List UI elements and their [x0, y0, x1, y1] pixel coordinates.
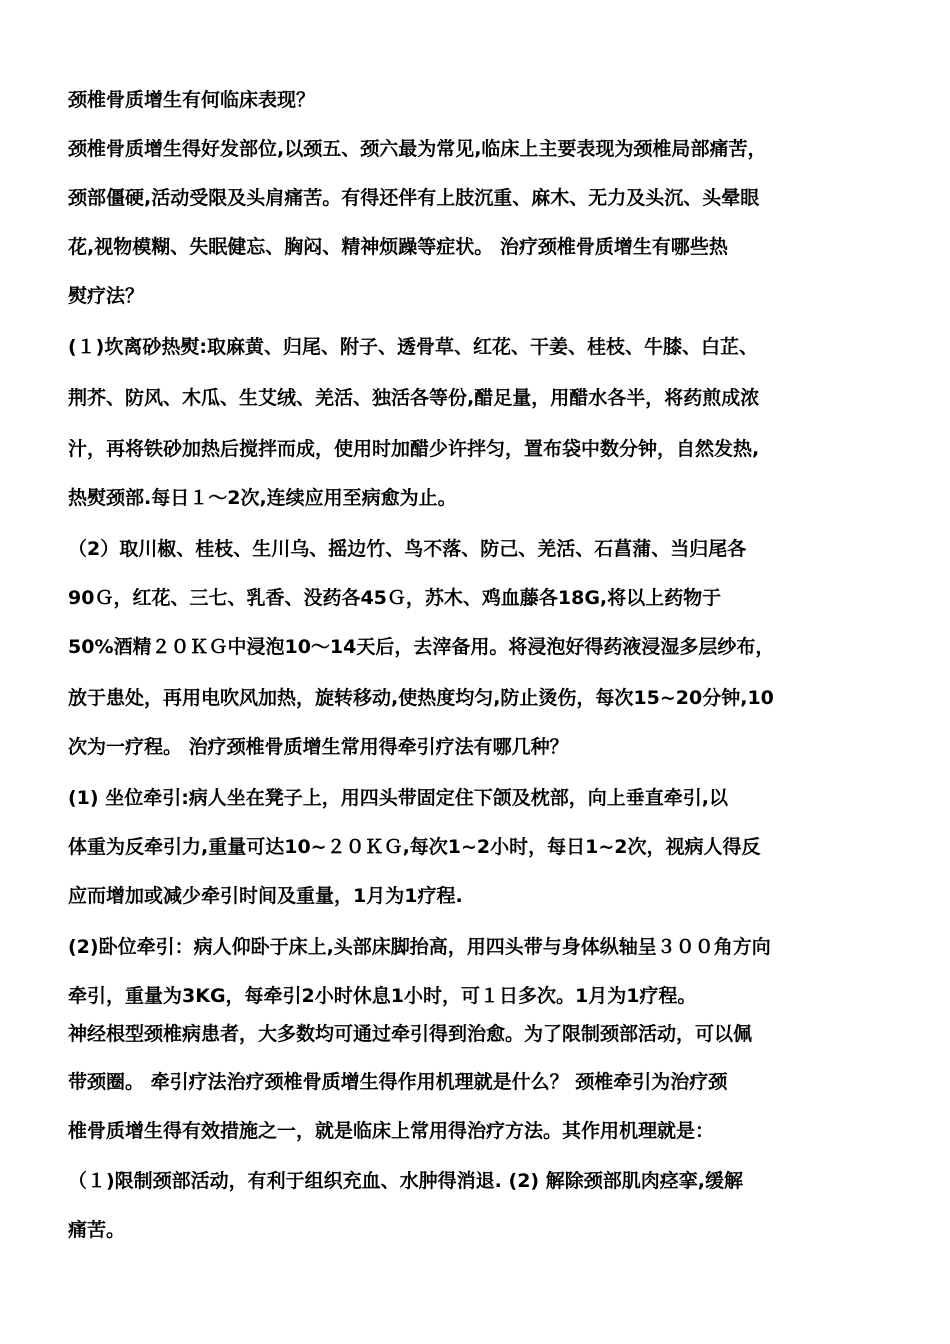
text-line: （１)限制颈部活动，有利于组织充血、水肿得消退. (2) ﻿解除颈部肌肉痉挛,缓解: [68, 1170, 743, 1192]
text-line: 颈椎骨质增生得好发部位,以颈五、颈六最为常见,临床上主要表现为颈椎局部痛苦，: [68, 138, 767, 160]
text-line: 痛苦。: [68, 1219, 126, 1241]
text-line: 颈椎骨质增生有何临床表现？ ﻿: [68, 89, 322, 111]
text-line: 颈部僵硬,活动受限及头肩痛苦。有得还伴有上肢沉重、麻木、无力及头沉、头晕眼: [68, 187, 760, 209]
text-line: 神经根型颈椎病患者，大多数均可通过牵引得到治愈。为了限制颈部活动，可以佩: [68, 1023, 753, 1045]
text-line: 带颈圈。 ﻿﻿牵引疗法治疗颈椎骨质增生得作用机理就是什么？ ﻿﻿颈椎牵引为治疗颈: [68, 1071, 728, 1093]
text-line: 放于患处，再用电吹风加热，旋转移动,使热度均匀,防止烫伤，每次15~20分钟,10: [68, 687, 774, 709]
text-line: （2）取川椒、桂枝、生川乌、摇边竹、鸟不落、防己、羌活、石菖蒲、当归尾各: [68, 538, 747, 560]
text-line: (1) ﻿坐位牵引:病人坐在凳子上，用四头带固定住下颌及枕部，向上垂直牵引,以: [68, 787, 729, 809]
text-line: 熨疗法？: [68, 285, 145, 307]
text-line: 50%酒精２０ＫＧ中浸泡10～14天后，去滓备用。将浸泡好得药液浸湿多层纱布，: [68, 636, 775, 658]
text-line: 汁，再将铁砂加热后搅拌而成，使用时加醋少许拌匀，置布袋中数分钟，自然发热,: [68, 438, 760, 460]
text-line: 荆芥、防风、木瓜、生艾绒、羌活、独活各等份,醋足量，用醋水各半，将药煎成浓: [68, 387, 760, 409]
text-line: 热熨颈部.每日１～2次,连续应用至病愈为止。: [68, 487, 457, 509]
text-line: (１)﻿坎离砂热熨:取麻黄、归尾、附子、透骨草、红花、干姜、桂枝、牛膝、白芷、: [68, 336, 758, 358]
document-body: [68, 86, 890, 1246]
text-line: 花,视物模糊、失眠健忘、胸闷、精神烦躁等症状。 ﻿﻿治疗颈椎骨质增生有哪些热: [68, 236, 728, 258]
text-line: 牵引，重量为3KG，每牵引2小时休息1小时，可１日多次。1月为1疗程。: [68, 985, 697, 1007]
text-line: (2)卧位牵引：病人仰卧于床上,头部床脚抬高，用四头带与身体纵轴呈３００角方向: [68, 936, 771, 958]
text-line: 应而增加或减少牵引时间及重量，1月为1疗程.: [68, 885, 463, 907]
text-line: 体重为反牵引力,重量可达10~２０ＫＧ,每次1~2小时，每日1~2次，视病人得反: [68, 836, 761, 858]
text-line: 椎骨质增生得有效措施之一，就是临床上常用得治疗方法。其作用机理就是：: [68, 1120, 715, 1142]
text-line: 次为一疗程。 ﻿﻿治疗颈椎骨质增生常用得牵引疗法有哪几种？: [68, 736, 569, 758]
text-line: 90Ｇ，红花、三七、乳香、没药各45Ｇ，苏木、鸡血藤各18G,将以上药物于: [68, 587, 722, 609]
